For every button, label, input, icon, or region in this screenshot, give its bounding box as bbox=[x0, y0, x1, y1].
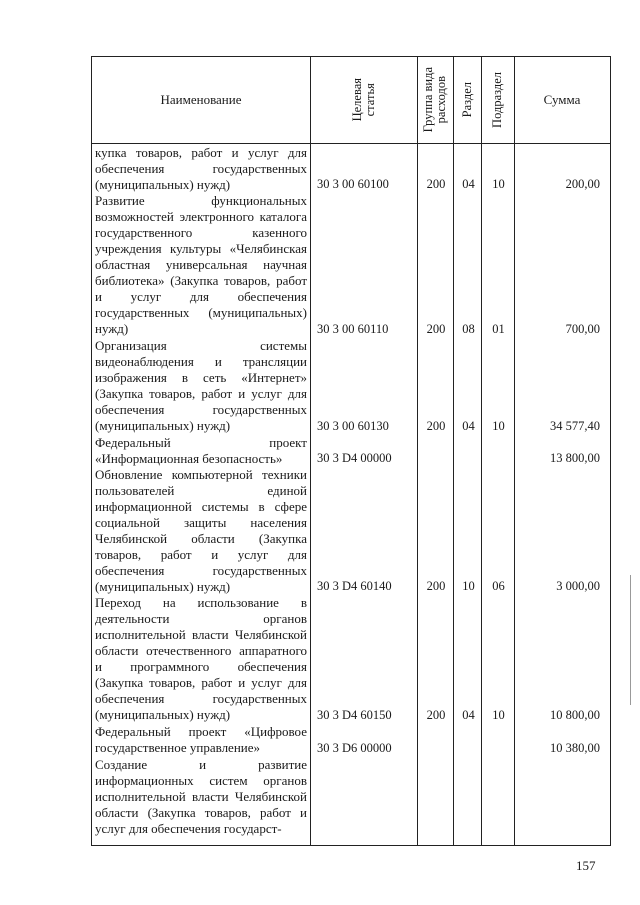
row-subsection: 06 bbox=[492, 579, 505, 593]
row-section: 10 bbox=[462, 579, 475, 593]
header-sum-label: Сумма bbox=[543, 92, 581, 107]
row-name: Федеральный проект «Информационная безопасность» bbox=[95, 435, 307, 466]
column-divider bbox=[453, 57, 454, 845]
row-name: купка товаров, работ и услуг для обеспечения государственных (муниципальных) нужд) bbox=[95, 145, 307, 192]
row-section: 04 bbox=[462, 419, 475, 433]
row-sum: 10 800,00 bbox=[550, 708, 600, 722]
row-target-code: 30 3 D6 00000 bbox=[317, 741, 392, 755]
header-target-line1: Целевая bbox=[349, 78, 364, 122]
row-section: 04 bbox=[462, 177, 475, 191]
column-divider bbox=[481, 57, 482, 845]
header-section bbox=[453, 57, 481, 143]
header-divider bbox=[92, 143, 610, 144]
scan-edge-line bbox=[630, 575, 631, 705]
row-name: Создание и развитие информационных систем органов исполнительной власти Челябинской области (Закупка товаров, работ и услуг для обеспечения государст- bbox=[95, 757, 307, 836]
row-name: Обновление компьютерной техники пользователей единой информационной системы в сфере социальной защиты населения Челябинской области (Закупка товаров, работ и услуг для обеспечения государственных (муниципальных) нужд) bbox=[95, 467, 307, 594]
row-group: 200 bbox=[426, 419, 446, 433]
header-sum bbox=[514, 57, 610, 143]
row-subsection: 10 bbox=[492, 708, 505, 722]
column-divider bbox=[310, 57, 311, 845]
row-group: 200 bbox=[426, 177, 446, 191]
row-section: 04 bbox=[462, 708, 475, 722]
header-name-label: Наименование bbox=[160, 92, 242, 107]
row-name: Переход на использование в деятельности органов исполнительной власти Челябинской области отечественного аппаратного и программного обеспечения (Закупка товаров, работ и услуг для обеспечения государственных (муниципальных) нужд) bbox=[95, 595, 307, 722]
row-sum: 10 380,00 bbox=[550, 741, 600, 755]
header-section-label: Раздел bbox=[459, 82, 474, 118]
row-subsection: 10 bbox=[492, 419, 505, 433]
row-name: Организация системы видеонаблюдения и трансляции изображения в сеть «Интернет» (Закупка товаров, работ и услуг для обеспечения государственных (муниципальных) нужд) bbox=[95, 338, 307, 433]
row-group: 200 bbox=[426, 579, 446, 593]
row-sum: 3 000,00 bbox=[556, 579, 600, 593]
page-number: 157 bbox=[576, 858, 596, 873]
row-target-code: 30 3 00 60100 bbox=[317, 177, 389, 191]
row-target-code: 30 3 00 60110 bbox=[317, 322, 389, 336]
header-target-article bbox=[310, 57, 417, 143]
row-sum: 700,00 bbox=[565, 322, 600, 336]
row-target-code: 30 3 D4 00000 bbox=[317, 451, 392, 465]
column-divider bbox=[514, 57, 515, 845]
row-sum: 13 800,00 bbox=[550, 451, 600, 465]
row-group: 200 bbox=[426, 708, 446, 722]
header-name bbox=[92, 57, 310, 143]
row-name: Развитие функциональных возможностей электронного каталога государственного казенного учреждения культуры «Челябинская областная универсальная научная библиотека» (Закупка товаров, работ и услуг для обеспечения государственных (муниципальных) нужд) bbox=[95, 193, 307, 336]
row-subsection: 10 bbox=[492, 177, 505, 191]
header-group-line1: Группа вида bbox=[421, 67, 435, 133]
row-group: 200 bbox=[426, 322, 446, 336]
row-sum: 34 577,40 bbox=[550, 419, 600, 433]
row-target-code: 30 3 00 60130 bbox=[317, 419, 389, 433]
header-subsection-label: Подраздел bbox=[490, 72, 504, 128]
row-section: 08 bbox=[462, 322, 475, 336]
row-sum: 200,00 bbox=[565, 177, 600, 191]
header-subsection bbox=[481, 57, 514, 143]
header-group-line2: расходов bbox=[434, 76, 448, 124]
row-target-code: 30 3 D4 60140 bbox=[317, 579, 392, 593]
row-target-code: 30 3 D4 60150 bbox=[317, 708, 392, 722]
header-target-line2: статья bbox=[362, 83, 377, 117]
budget-table bbox=[91, 56, 611, 846]
row-name: Федеральный проект «Цифровое государственное управление» bbox=[95, 724, 307, 755]
header-expense-group bbox=[417, 57, 453, 143]
column-divider bbox=[417, 57, 418, 845]
row-subsection: 01 bbox=[492, 322, 505, 336]
